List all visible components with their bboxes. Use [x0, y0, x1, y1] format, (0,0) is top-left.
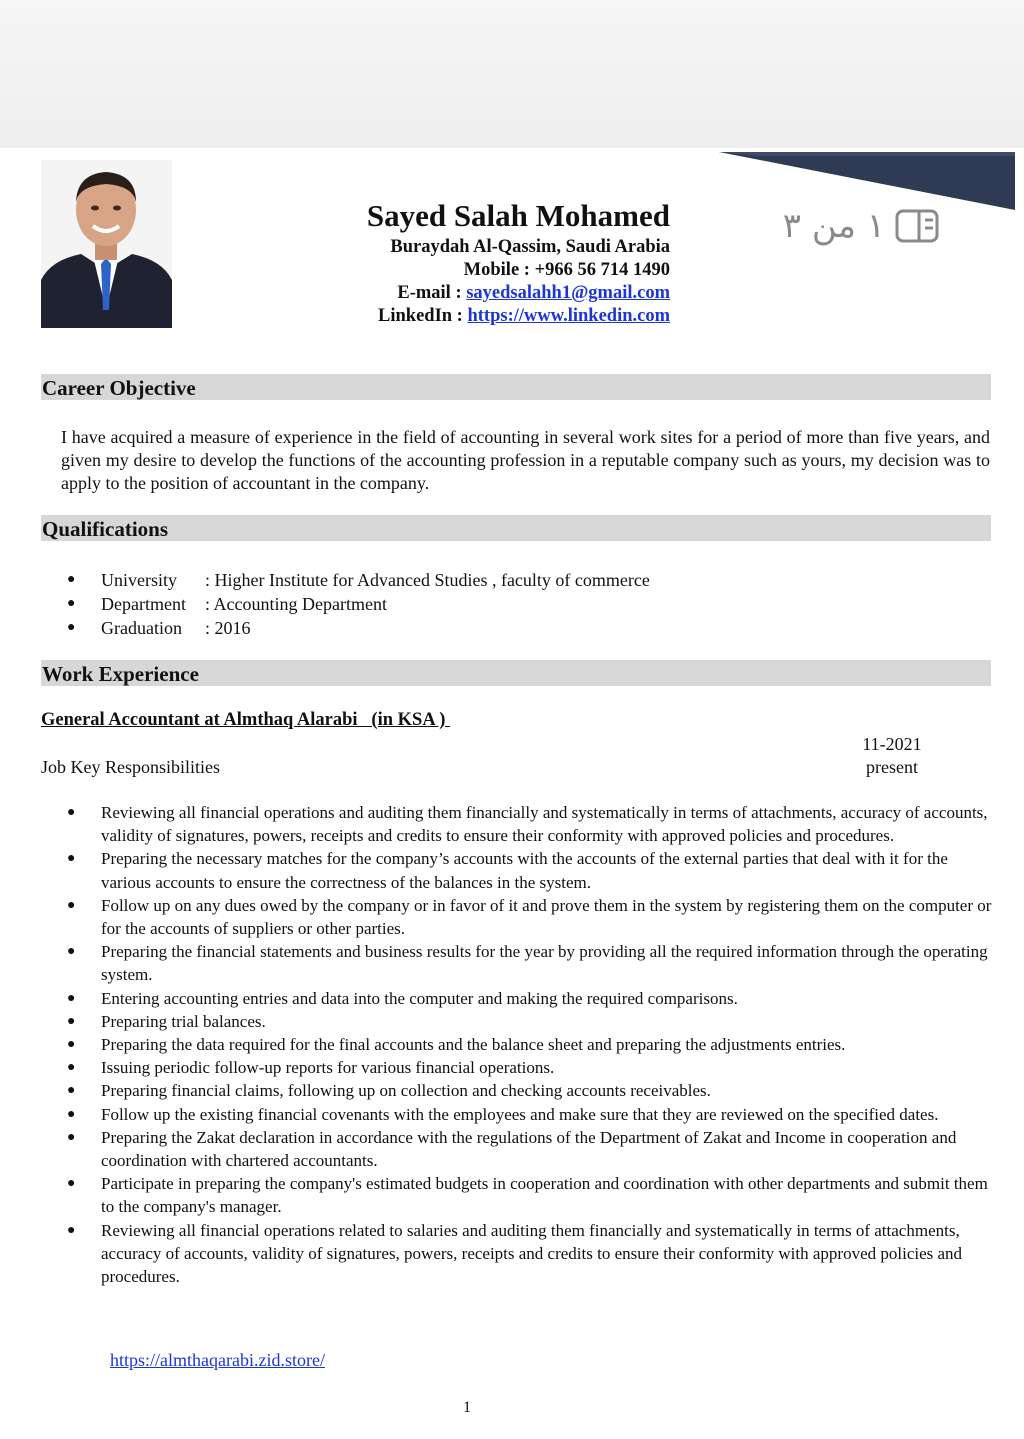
- bullet-icon: ●: [67, 1013, 76, 1029]
- email-label: E-mail :: [397, 283, 467, 303]
- candidate-location: Buraydah Al-Qassim, Saudi Arabia: [390, 237, 670, 257]
- list-item: [67, 1056, 997, 1079]
- bullet-icon: ●: [67, 990, 76, 1006]
- linkedin-label: LinkedIn :: [378, 306, 468, 326]
- page-number: 1: [463, 1399, 471, 1416]
- email-link[interactable]: sayedsalahh1@gmail.com: [466, 283, 670, 303]
- bullet-icon: ●: [67, 1129, 76, 1145]
- email-line: [307, 282, 670, 305]
- bullet-icon: ●: [67, 1176, 76, 1192]
- mobile-line: [307, 259, 670, 282]
- corner-decoration: [719, 152, 1015, 210]
- list-item: [67, 1010, 997, 1033]
- duty-text: Follow up the existing financial covenants with the employees and make sure that they are reviewed on the specified dates.: [101, 1104, 939, 1124]
- linkedin-line: [307, 305, 670, 328]
- list-item: [67, 847, 997, 893]
- bullet-icon: ●: [67, 596, 76, 611]
- section-title: Work Experience: [42, 662, 199, 686]
- duty-text: Preparing the financial statements and business results for the year by providing all the required information through the operating system.: [101, 942, 988, 985]
- duty-text: Entering accounting entries and data into the computer and making the required comparisons.: [101, 988, 738, 1008]
- section-title: Qualifications: [42, 517, 169, 541]
- qualification-key: Graduation: [101, 618, 182, 638]
- duty-text: Participate in preparing the company's estimated budgets in cooperation and coordination with other departments and submit them to the company's manager.: [101, 1174, 988, 1217]
- section-title: Career Objective: [42, 376, 196, 400]
- job-date-end: present: [866, 757, 918, 777]
- linkedin-link[interactable]: https://www.linkedin.com: [467, 306, 670, 326]
- list-item: [67, 940, 997, 986]
- duties-list: [67, 801, 997, 1288]
- profile-photo: [41, 160, 172, 328]
- job-dates: [827, 733, 957, 779]
- qualification-value: : Accounting Department: [205, 594, 387, 614]
- page-view-icon: [895, 208, 939, 244]
- duty-text: Preparing the Zakat declaration in accordance with the regulations of the Department of Zakat and Income in cooperation and coordination with chartered accountants.: [101, 1127, 957, 1171]
- job-date-start: 11-2021: [862, 734, 922, 754]
- list-item: [67, 592, 967, 616]
- bullet-icon: ●: [67, 1222, 76, 1238]
- duty-text: Follow up on any dues owed by the company or in favor of it and prove them in the system by registering them on the computer or for the accounts of suppliers or other parties.: [101, 895, 992, 939]
- list-item: [67, 568, 967, 592]
- resume-page[interactable]: [7, 148, 1017, 1439]
- responsibilities-label: Job Key Responsibilities: [41, 757, 220, 777]
- duty-text: Reviewing all financial operations and auditing them financially and systematically in terms of attachments, accuracy of accounts, validity of signatures, powers, receipts and credits to ensure their conformity with approved policies and procedures.: [101, 803, 988, 846]
- mobile-label: Mobile :: [463, 260, 535, 280]
- qualification-value: : 2016: [205, 618, 251, 638]
- list-item: [67, 1103, 997, 1126]
- bullet-icon: ●: [67, 897, 76, 913]
- duty-text: Reviewing all financial operations related to salaries and auditing them financially and systematically in terms of attachments, accuracy of accounts, validity of signatures, powers, receipts and credits to ensure their conformity with approved policies and procedures.: [101, 1220, 963, 1287]
- qualifications-list: [67, 568, 967, 640]
- qualification-key: Department: [101, 594, 186, 614]
- duty-text: Preparing trial balances.: [101, 1011, 266, 1031]
- bullet-icon: ●: [67, 1083, 76, 1099]
- list-item: [67, 616, 967, 640]
- page-indicator-text: ١ من ٣: [782, 206, 885, 246]
- list-item: [67, 1126, 997, 1172]
- mobile-number: +966 56 714 1490: [534, 260, 670, 280]
- bullet-icon: ●: [67, 851, 76, 867]
- bullet-icon: ●: [67, 1060, 76, 1076]
- list-item: [67, 1079, 997, 1102]
- list-item: [67, 1033, 997, 1056]
- bullet-icon: ●: [67, 620, 76, 635]
- section-career-objective: [41, 374, 991, 400]
- duty-text: Preparing the data required for the final accounts and the balance sheet and preparing the adjustments entries.: [101, 1035, 846, 1055]
- job-title: General Accountant at Almthaq Alarabi (in KSA ): [41, 710, 451, 730]
- bullet-icon: ●: [67, 1037, 76, 1053]
- list-item: [67, 1219, 997, 1289]
- bullet-icon: ●: [67, 1106, 76, 1122]
- duty-text: Issuing periodic follow-up reports for various financial operations.: [101, 1058, 555, 1078]
- duty-text: Preparing the necessary matches for the company’s accounts with the accounts of the external parties that deal with it for the various accounts to ensure the correctness of the balances in the system.: [101, 849, 948, 892]
- bullet-icon: ●: [67, 572, 76, 587]
- list-item: [67, 894, 997, 940]
- page-indicator[interactable]: [759, 204, 939, 248]
- list-item: [67, 801, 997, 847]
- viewer-top-bar: [0, 0, 1024, 148]
- duty-text: Preparing financial claims, following up on collection and checking accounts receivables.: [101, 1081, 711, 1101]
- qualification-key: University: [101, 570, 177, 590]
- list-item: [67, 1172, 997, 1218]
- bullet-icon: ●: [67, 944, 76, 960]
- company-store-link[interactable]: https://almthaqarabi.zid.store/: [110, 1350, 325, 1370]
- candidate-name: Sayed Salah Mohamed: [366, 198, 670, 233]
- section-qualifications: [41, 515, 991, 541]
- qualification-value: : Higher Institute for Advanced Studies , faculty of commerce: [205, 570, 650, 590]
- section-work-experience: [41, 660, 991, 686]
- bullet-icon: ●: [67, 805, 76, 820]
- list-item: [67, 987, 997, 1010]
- career-objective-text: I have acquired a measure of experience in the field of accounting in several work sites for a period of more than five years, and given my desire to develop the functions of the accounting profession in a reputable company such as yours, my decision was to apply to the position of accountant in the company.: [61, 427, 990, 493]
- resume-header: [307, 196, 670, 328]
